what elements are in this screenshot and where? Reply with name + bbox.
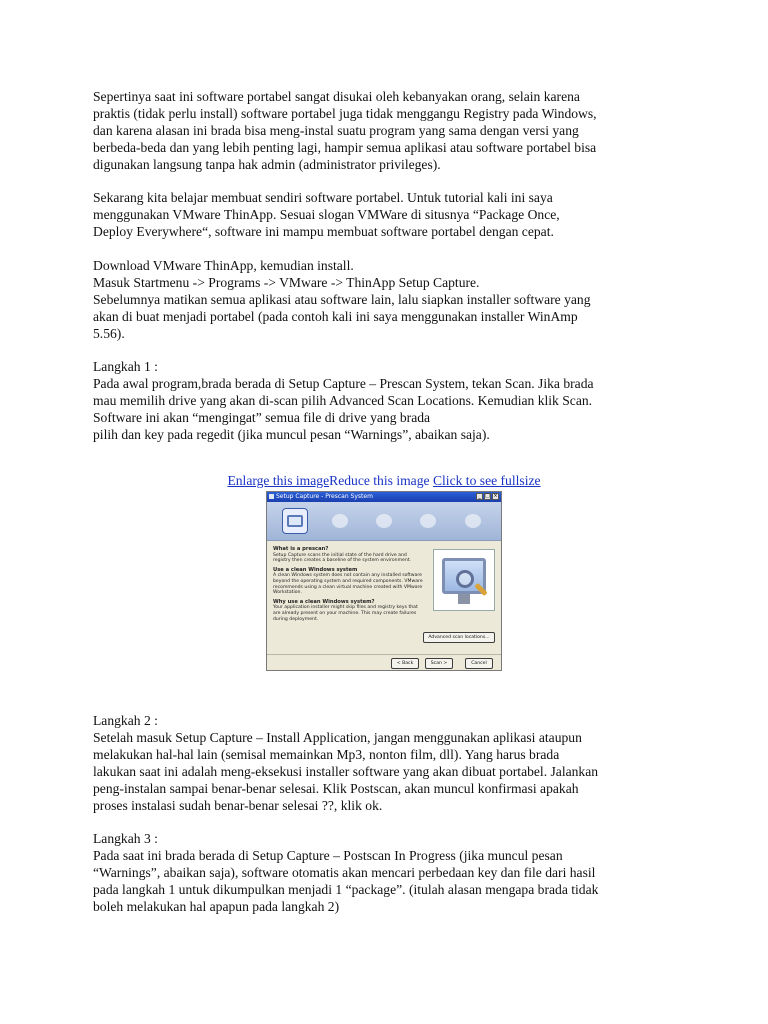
window-title: Setup Capture - Prescan System	[276, 493, 373, 500]
text-line: Sebelumnya matikan semua aplikasi atau software lain, lalu siapkan installer software yang	[93, 291, 591, 307]
download-paragraph	[93, 258, 678, 343]
postscan-step-icon	[371, 508, 397, 534]
install-step-icon	[327, 508, 353, 534]
text-line: melakukan hal-hal lain (semisal memainkan Mp3, nonton film, dll). Yang harus brada	[93, 746, 560, 762]
step-heading: Langkah 3 :	[93, 831, 158, 847]
section-text: Setup Capture scans the initial state of the hard drive and registry then creates a baseline of the system environment.	[273, 552, 412, 564]
article-body-continued	[93, 713, 678, 933]
build-step-icon	[460, 508, 486, 534]
text-line: Software ini akan “mengingat” semua file di drive yang brada	[93, 410, 431, 426]
app-icon	[269, 494, 274, 499]
section-text: A clean Windows system does not contain any installed software beyond the operating system and required components. VMware recommends using a clean virtual machine created with VMware Workstation.	[273, 573, 423, 596]
step-heading: Langkah 2 :	[93, 713, 158, 728]
text-line: boleh melakukan hal apapun pada langkah 2)	[93, 898, 340, 914]
text-line: Download VMware ThinApp, kemudian install.	[93, 258, 354, 274]
text-line: Setelah masuk Setup Capture – Install Application, jangan menggunakan aplikasi ataupun	[93, 729, 582, 745]
tutorial-paragraph	[93, 190, 678, 241]
step3-paragraph	[93, 831, 678, 916]
text-line: “Warnings”, abaikan saja), software otomatis akan mencari perbedaan key dan file dari hasil	[93, 865, 596, 881]
enlarge-image-link[interactable]: Enlarge this image	[227, 473, 330, 488]
section-heading: Use a clean Windows system	[273, 566, 358, 573]
section-heading: Why use a clean Windows system?	[273, 598, 375, 605]
setup-capture-screenshot[interactable]	[266, 491, 502, 671]
text-line: Pada saat ini brada berada di Setup Capture – Postscan In Progress (jika muncul pesan	[93, 848, 563, 864]
intro-paragraph	[93, 89, 678, 174]
divider	[267, 654, 501, 655]
fullsize-image-link[interactable]: Click to see fullsize	[432, 473, 541, 488]
back-button[interactable]: < Back	[391, 658, 419, 669]
text-line: Deploy Everywhere“, software ini mampu membuat software portabel dengan cepat.	[93, 224, 554, 240]
wizard-steps-banner	[267, 502, 501, 541]
prescan-illustration	[433, 549, 495, 611]
text-line: berbeda-beda dan yang lebih penting lagi, hampir semua aplikasi atau software portabel bisa	[93, 139, 597, 155]
step-heading: Langkah 1 :	[93, 359, 158, 375]
configure-step-icon	[415, 508, 441, 534]
image-links	[0, 473, 768, 489]
text-line: Pada awal program,brada berada di Setup Capture – Prescan System, tekan Scan. Jika brada	[93, 376, 594, 392]
text-line: proses instalasi sudah benar-benar selesai ??, klik ok.	[93, 797, 383, 813]
prescan-step-icon	[282, 508, 308, 534]
section-heading: What is a prescan?	[273, 546, 329, 552]
text-line: praktis (tidak perlu install) software portabel juga tidak menggangu Registry pada Windows,	[93, 105, 597, 121]
step1-paragraph	[93, 359, 678, 444]
text-line: pada langkah 1 untuk dikumpulkan menjadi 1 “package”. (itulah alasan mengapa brada tidak	[93, 882, 599, 898]
text-line: Masuk Startmenu -> Programs -> VMware -> ThinApp Setup Capture.	[93, 274, 480, 290]
text-line: akan di buat menjadi portabel (pada contoh kali ini saya menggunakan installer WinAmp	[93, 308, 578, 324]
text-line: Sepertinya saat ini software portabel sangat disukai oleh kebanyakan orang, selain karena	[93, 89, 580, 104]
text-line: lakukan saat ini adalah meng-eksekusi installer software yang akan dibuat portabel. Jalankan	[93, 763, 599, 779]
text-line: dan karena alasan ini brada bisa meng-instal suatu program yang sama dengan versi yang	[93, 122, 579, 138]
wizard-description	[273, 547, 423, 622]
advanced-scan-locations-button[interactable]: Advanced scan locations...	[423, 632, 495, 643]
text-line: digunakan langsung tanpa hak admin (administrator privileges).	[93, 156, 441, 172]
text-line: pilih dan key pada regedit (jika muncul pesan “Warnings”, abaikan saja).	[93, 427, 490, 443]
window-buttons	[476, 493, 499, 500]
reduce-image-link[interactable]: Reduce this image	[329, 473, 430, 488]
scan-button[interactable]: Scan >	[425, 658, 453, 669]
cancel-button[interactable]: Cancel	[465, 658, 493, 669]
text-line: Sekarang kita belajar membuat sendiri software portabel. Untuk tutorial kali ini saya	[93, 190, 553, 206]
text-line: menggunakan VMware ThinApp. Sesuai slogan VMWare di situsnya “Package Once,	[93, 207, 560, 223]
maximize-icon: □	[485, 493, 490, 499]
window-titlebar	[267, 492, 501, 502]
text-line: mau memilih drive yang akan di-scan pilih Advanced Scan Locations. Kemudian klik Scan.	[93, 393, 593, 409]
close-icon: ×	[493, 493, 498, 499]
magnifier-icon	[456, 570, 474, 588]
article-body	[93, 89, 678, 444]
step2-paragraph	[93, 713, 678, 814]
text-line: peng-instalan sampai benar-benar selesai. Klik Postscan, akan muncul konfirmasi apakah	[93, 780, 579, 796]
minimize-icon: _	[476, 493, 483, 500]
section-text: Your application installer might skip files and registry keys that are already present on your machine. This may create failures during deployment.	[273, 605, 418, 622]
text-line: 5.56).	[93, 325, 125, 341]
